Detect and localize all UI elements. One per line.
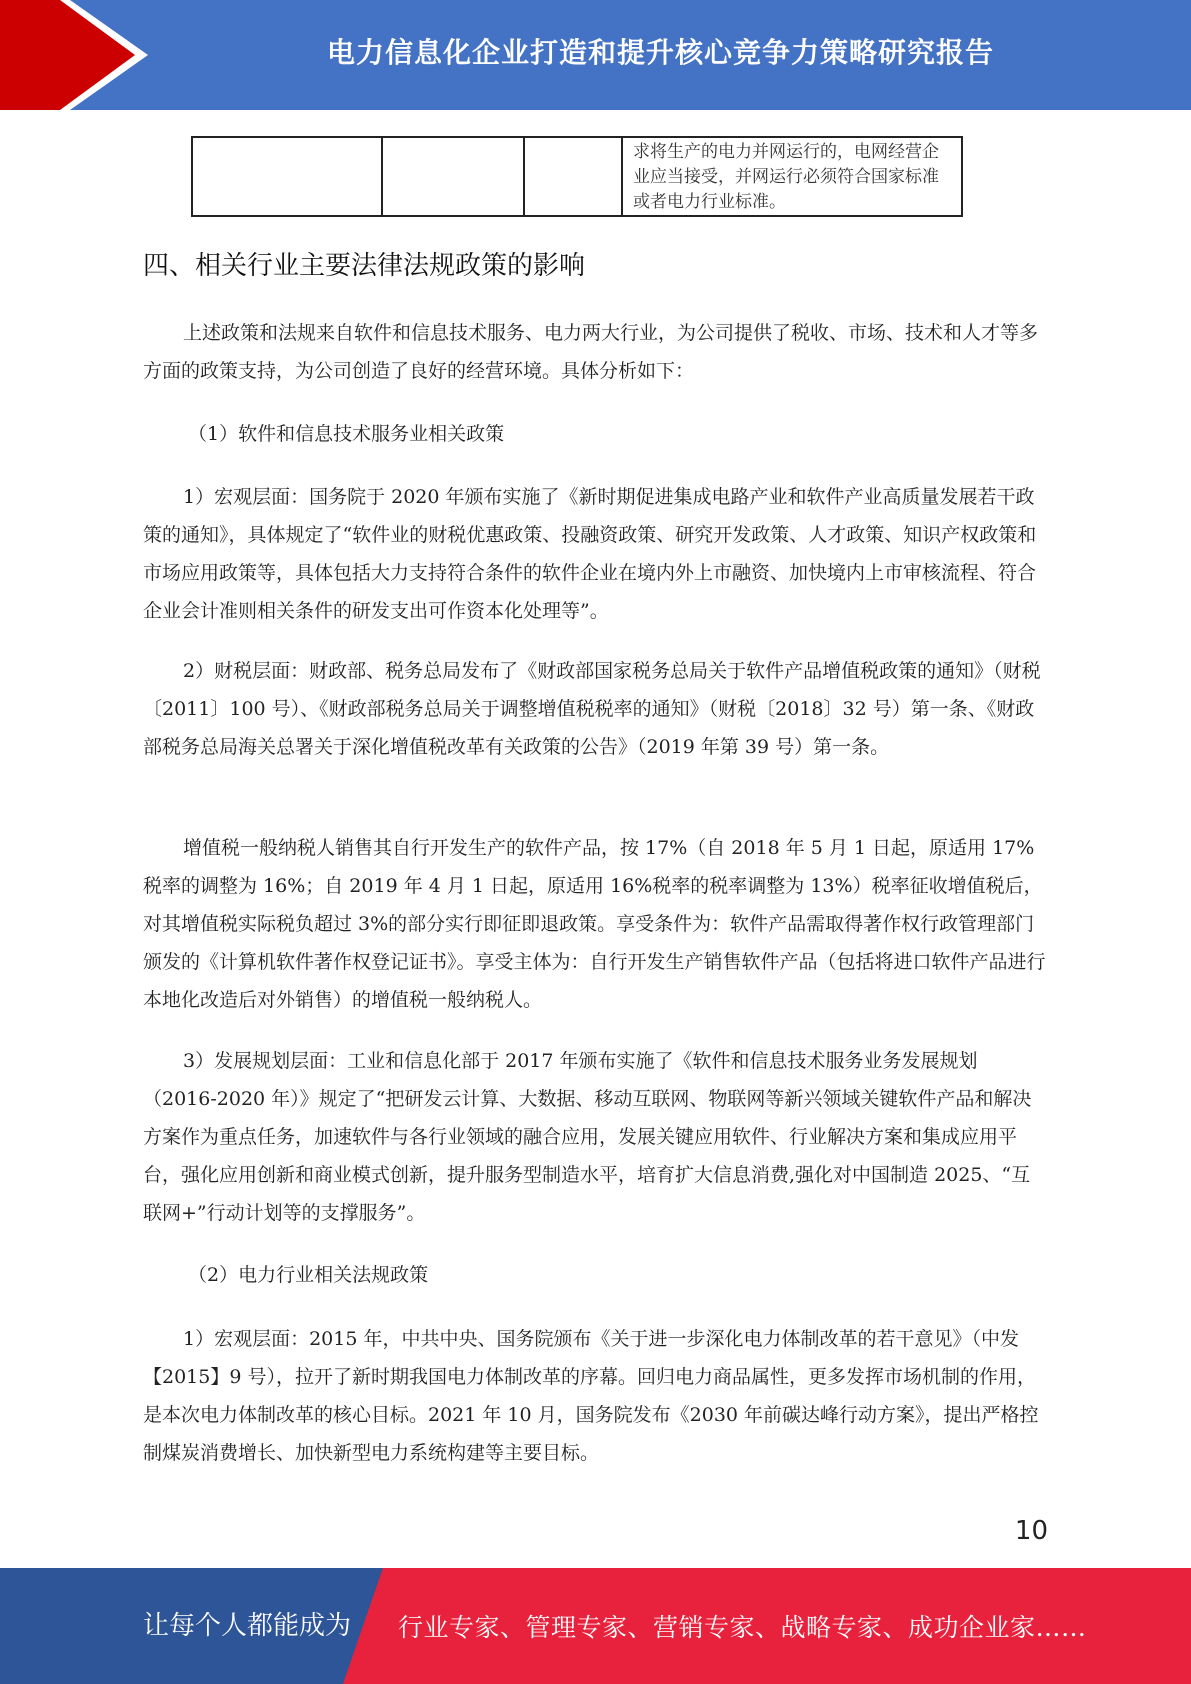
table-fragment	[191, 136, 963, 217]
subsection-heading-software: （1）软件和信息技术服务业相关政策	[188, 423, 505, 445]
report-title: 电力信息化企业打造和提升核心竞争力策略研究报告	[326, 36, 994, 69]
page-number: 10	[1014, 1516, 1048, 1546]
section-heading: 四、相关行业主要法律法规政策的影响	[143, 251, 586, 281]
table-cell	[382, 137, 524, 216]
paragraph-macro-power: 1）宏观层面：2015 年，中共中央、国务院颁布《关于进一步深化电力体制改革的若干意见》（中发【2015】9 号），拉开了新时期我国电力体制改革的序幕。回归电力商品属性，更多发挥市场机制的作用，是本次电力体制改革的核心目标。2021 年 10 月，国务院发布《2030 年前碳达峰行动方案》，提出严格控制煤炭消费增长、加快新型电力系统构建等主要目标。	[143, 1328, 1039, 1464]
paragraph-development-plan: 3）发展规划层面：工业和信息化部于 2017 年颁布实施了《软件和信息技术服务业务发展规划（2016-2020 年）》规定了“把研发云计算、大数据、移动互联网、物联网等新兴领域关键软件产品和解决方案作为重点任务，加速软件与各行业领域的融合应用，发展关键应用软件、行业解决方案和集成应用平台，强化应用创新和商业模式创新，提升服务型制造水平，培育扩大信息消费,强化对中国制造 2025、“互联网+”行动计划等的支撑服务”。	[143, 1050, 1032, 1224]
paragraph-fiscal: 2）财税层面：财政部、税务总局发布了《财政部国家税务总局关于软件产品增值税政策的通知》（财税〔2011〕100 号）、《财政部税务总局关于调整增值税税率的通知》（财税〔2018〕32 号）第一条、《财政部税务总局海关总署关于深化增值税改革有关政策的公告》（2019 年第 39 号）第一条。	[143, 660, 1041, 758]
footer-slogan-left: 让每个人都能成为	[143, 1611, 352, 1641]
paragraph-vat: 增值税一般纳税人销售其自行开发生产的软件产品，按 17%（自 2018 年 5 月 1 日起，原适用 17%税率的调整为 16%；自 2019 年 4 月 1 日起，原适用 16%税率的税率调整为 13%）税率征收增值税后，对其增值税实际税负超过 3%的部分实行即征即退政策。享受条件为：软件产品需取得著作权行政管理部门颁发的《计算机软件著作权登记证书》。享受主体为：自行开发生产销售软件产品（包括将进口软件产品进行本地化改造后对外销售）的增值税一般纳税人。	[143, 837, 1046, 1011]
subsection-heading-power: （2）电力行业相关法规政策	[188, 1264, 429, 1286]
table-cell	[192, 137, 382, 216]
table-cell: 求将生产的电力并网运行的，电网经营企业应当接受，并网运行必须符合国家标准或者电力行业标准。	[622, 137, 962, 216]
footer-slogan-right: 行业专家、管理专家、营销专家、战略专家、成功企业家……	[398, 1613, 1087, 1642]
table-row	[192, 137, 962, 216]
paragraph-macro-software: 1）宏观层面：国务院于 2020 年颁布实施了《新时期促进集成电路产业和软件产业高质量发展若干政策的通知》，具体规定了“软件业的财税优惠政策、投融资政策、研究开发政策、人才政策、知识产权政策和市场应用政策等，具体包括大力支持符合条件的软件企业在境内外上市融资、加快境内上市审核流程、符合企业会计准则相关条件的研发支出可作资本化处理等”。	[143, 486, 1037, 622]
page-footer	[0, 1568, 1191, 1684]
table-cell	[524, 137, 622, 216]
intro-paragraph: 上述政策和法规来自软件和信息技术服务、电力两大行业，为公司提供了税收、市场、技术和人才等多方面的政策支持，为公司创造了良好的经营环境。具体分析如下：	[143, 322, 1039, 382]
page-header	[0, 0, 1191, 110]
